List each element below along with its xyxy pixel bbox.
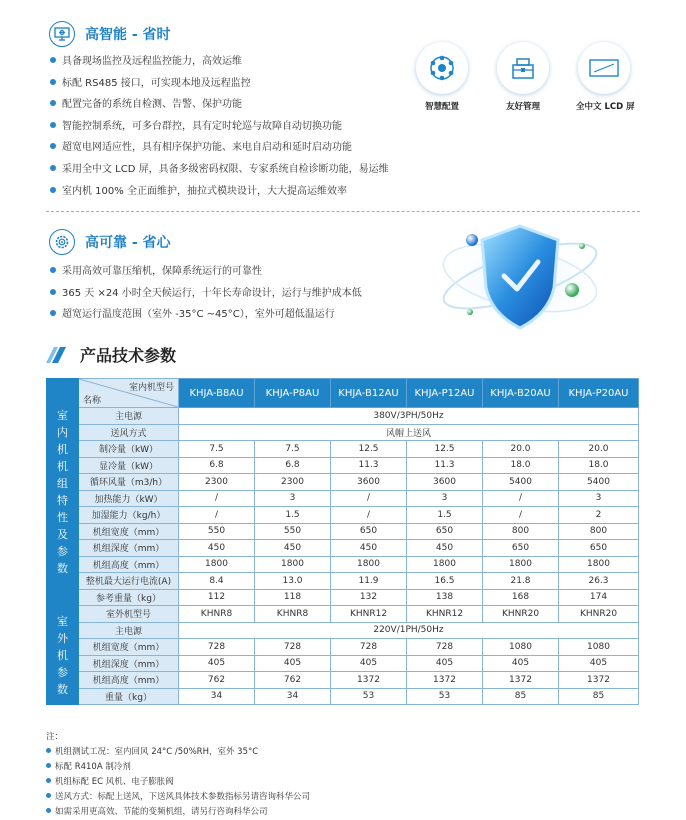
section-title: 高可靠 - 省心 bbox=[85, 235, 171, 251]
row-value: 380V/3PH/50Hz bbox=[179, 408, 639, 425]
table-cell: 1800 bbox=[331, 556, 407, 573]
table-cell: 18.0 bbox=[559, 457, 639, 474]
slash-stripes-icon bbox=[46, 347, 74, 363]
table-cell: 1372 bbox=[483, 672, 559, 689]
note-item: 机组标配 EC 风机、电子膨胀阀 bbox=[46, 775, 310, 790]
table-cell: 1372 bbox=[559, 672, 639, 689]
table-cell: 405 bbox=[331, 655, 407, 672]
table-cell: 118 bbox=[255, 589, 331, 606]
table-cell: 2 bbox=[559, 507, 639, 524]
note-item: 机组测试工况：室内回风 24°C /50%RH，室外 35°C bbox=[46, 745, 310, 760]
table-cell: / bbox=[179, 490, 255, 507]
row-label: 制冷量（kW） bbox=[79, 441, 179, 458]
table-cell: 168 bbox=[483, 589, 559, 606]
row-label: 加湿能力（kg/h） bbox=[79, 507, 179, 524]
table-cell: 2300 bbox=[255, 474, 331, 491]
table-cell: 53 bbox=[407, 688, 483, 705]
row-label: 加热能力（kW） bbox=[79, 490, 179, 507]
table-cell: 3 bbox=[255, 490, 331, 507]
model-header: KHJA-B12AU bbox=[331, 379, 407, 408]
table-cell: 550 bbox=[179, 523, 255, 540]
table-cell: 2300 bbox=[179, 474, 255, 491]
table-cell: 112 bbox=[179, 589, 255, 606]
header-diagonal-cell bbox=[79, 379, 179, 408]
table-cell: 11.9 bbox=[331, 573, 407, 590]
table-cell: 1372 bbox=[407, 672, 483, 689]
table-cell: 34 bbox=[255, 688, 331, 705]
note-item: 标配 R410A 制冷剂 bbox=[46, 760, 310, 775]
table-cell: 650 bbox=[483, 540, 559, 557]
list-item: 标配 RS485 接口，可实现本地及远程监控 bbox=[50, 73, 389, 95]
table-cell: 728 bbox=[255, 639, 331, 656]
table-cell: 728 bbox=[407, 639, 483, 656]
row-label: 循环风量（m3/h） bbox=[79, 474, 179, 491]
table-cell: 1080 bbox=[559, 639, 639, 656]
table-cell: 450 bbox=[179, 540, 255, 557]
list-item: 具备现场监控及远程监控能力，高效运维 bbox=[50, 51, 389, 73]
row-label: 参考重量（kg） bbox=[79, 589, 179, 606]
row-label: 室外机型号 bbox=[79, 606, 179, 623]
table-cell: 3600 bbox=[331, 474, 407, 491]
section-divider bbox=[46, 211, 640, 212]
table-cell: / bbox=[331, 507, 407, 524]
table-cell: 3 bbox=[559, 490, 639, 507]
table-cell: 550 bbox=[255, 523, 331, 540]
row-label: 机组深度（mm） bbox=[79, 655, 179, 672]
friendly-management-icon bbox=[509, 54, 537, 82]
table-cell: 405 bbox=[179, 655, 255, 672]
table-cell: KHNR20 bbox=[559, 606, 639, 623]
row-label: 整机最大运行电流(A) bbox=[79, 573, 179, 590]
table-cell: 405 bbox=[407, 655, 483, 672]
model-header: KHJA-B8AU bbox=[179, 379, 255, 408]
table-cell: 650 bbox=[559, 540, 639, 557]
table-cell: KHNR20 bbox=[483, 606, 559, 623]
section-header-smart bbox=[49, 21, 171, 47]
table-cell: 1080 bbox=[483, 639, 559, 656]
table-cell: / bbox=[483, 490, 559, 507]
table-cell: 1.5 bbox=[407, 507, 483, 524]
table-cell: 1800 bbox=[255, 556, 331, 573]
table-cell: 650 bbox=[331, 523, 407, 540]
table-cell: / bbox=[331, 490, 407, 507]
table-cell: 7.5 bbox=[255, 441, 331, 458]
table-cell: 20.0 bbox=[483, 441, 559, 458]
table-cell: 1.5 bbox=[255, 507, 331, 524]
list-item: 超宽运行温度范围（室外 -35°C ~45°C），室外可超低温运行 bbox=[50, 304, 362, 326]
row-label: 重量（kg） bbox=[79, 688, 179, 705]
model-header: KHJA-P20AU bbox=[559, 379, 639, 408]
param-section-title: 产品技术参数 bbox=[46, 343, 176, 366]
table-cell: KHNR12 bbox=[331, 606, 407, 623]
table-cell: KHNR8 bbox=[179, 606, 255, 623]
row-label: 机组高度（mm） bbox=[79, 556, 179, 573]
feature-friendly-management: 友好管理 bbox=[495, 42, 551, 112]
list-item: 室内机 100% 全正面维护，抽拉式模块设计，大大提高运维效率 bbox=[50, 181, 389, 203]
feature-lcd-screen: 全中文 LCD 屏 bbox=[576, 42, 632, 112]
list-item: 采用全中文 LCD 屏，具备多级密码权限、专家系统自检诊断功能，易运维 bbox=[50, 159, 389, 181]
notes-heading: 注： bbox=[46, 732, 64, 742]
table-cell: 405 bbox=[559, 655, 639, 672]
table-cell: 85 bbox=[483, 688, 559, 705]
table-cell: 138 bbox=[407, 589, 483, 606]
row-label: 送风方式 bbox=[79, 424, 179, 441]
table-cell: 85 bbox=[559, 688, 639, 705]
footnotes bbox=[46, 730, 310, 820]
lcd-screen-icon bbox=[588, 57, 620, 79]
list-item: 采用高效可靠压缩机，保障系统运行的可靠性 bbox=[50, 261, 362, 283]
table-cell: 53 bbox=[331, 688, 407, 705]
table-cell: 1800 bbox=[559, 556, 639, 573]
reliable-bullet-list bbox=[50, 261, 362, 326]
list-item: 超宽电网适应性，具有相序保护功能、来电自启动和延时启动功能 bbox=[50, 137, 389, 159]
table-cell: 5400 bbox=[559, 474, 639, 491]
table-cell: 132 bbox=[331, 589, 407, 606]
table-cell: 450 bbox=[255, 540, 331, 557]
table-cell: 6.8 bbox=[179, 457, 255, 474]
table-cell: 13.0 bbox=[255, 573, 331, 590]
row-label: 机组深度（mm） bbox=[79, 540, 179, 557]
table-cell: 11.3 bbox=[331, 457, 407, 474]
table-cell: / bbox=[179, 507, 255, 524]
table-cell: 34 bbox=[179, 688, 255, 705]
table-cell: 3600 bbox=[407, 474, 483, 491]
table-cell: 800 bbox=[483, 523, 559, 540]
model-header: KHJA-B20AU bbox=[483, 379, 559, 408]
row-label: 机组宽度（mm） bbox=[79, 523, 179, 540]
list-item: 365 天 ×24 小时全天候运行，十年长寿命设计，运行与维护成本低 bbox=[50, 283, 362, 305]
section-title: 高智能 - 省时 bbox=[85, 27, 171, 43]
table-cell: 450 bbox=[331, 540, 407, 557]
table-cell: 6.8 bbox=[255, 457, 331, 474]
table-cell: 1800 bbox=[179, 556, 255, 573]
row-value: 220V/1PH/50Hz bbox=[179, 622, 639, 639]
table-cell: 11.3 bbox=[407, 457, 483, 474]
table-cell: / bbox=[483, 507, 559, 524]
row-label: 显冷量（kW） bbox=[79, 457, 179, 474]
row-label: 主电源 bbox=[79, 408, 179, 425]
feature-smart-config: 智慧配置 bbox=[414, 42, 470, 112]
table-cell: 16.5 bbox=[407, 573, 483, 590]
smart-bullet-list bbox=[50, 51, 389, 202]
table-cell: 7.5 bbox=[179, 441, 255, 458]
table-cell: 450 bbox=[407, 540, 483, 557]
table-cell: 20.0 bbox=[559, 441, 639, 458]
row-label: 机组高度（mm） bbox=[79, 672, 179, 689]
note-item: 送风方式：标配上送风，下送风具体技术参数指标另请咨询科华公司 bbox=[46, 790, 310, 805]
list-item: 配置完备的系统自检测、告警、保护功能 bbox=[50, 94, 389, 116]
shield-illustration bbox=[430, 216, 610, 346]
row-value: 风帽上送风 bbox=[179, 424, 639, 441]
indoor-group-label: 室内机机组特性及参数 bbox=[47, 379, 79, 606]
table-cell: 762 bbox=[255, 672, 331, 689]
table-cell: 8.4 bbox=[179, 573, 255, 590]
table-cell: 762 bbox=[179, 672, 255, 689]
outdoor-group-label: 室外机参数 bbox=[47, 606, 79, 705]
table-cell: 21.8 bbox=[483, 573, 559, 590]
table-cell: 174 bbox=[559, 589, 639, 606]
table-cell: 1800 bbox=[483, 556, 559, 573]
table-cell: 650 bbox=[407, 523, 483, 540]
row-label: 主电源 bbox=[79, 622, 179, 639]
model-header: KHJA-P12AU bbox=[407, 379, 483, 408]
table-cell: 728 bbox=[179, 639, 255, 656]
table-cell: 26.3 bbox=[559, 573, 639, 590]
table-cell: 12.5 bbox=[331, 441, 407, 458]
table-cell: 1372 bbox=[331, 672, 407, 689]
header-model-label: 室内机型号 bbox=[128, 383, 174, 393]
monitor-icon bbox=[49, 21, 75, 47]
table-cell: 12.5 bbox=[407, 441, 483, 458]
table-cell: 800 bbox=[559, 523, 639, 540]
table-cell: 405 bbox=[483, 655, 559, 672]
table-cell: 728 bbox=[331, 639, 407, 656]
table-cell: 18.0 bbox=[483, 457, 559, 474]
header-name-label: 名称 bbox=[83, 396, 102, 406]
note-item: 如需采用更高效、节能的变频机组，请另行咨询科华公司 bbox=[46, 805, 310, 820]
model-header: KHJA-P8AU bbox=[255, 379, 331, 408]
table-cell: KHNR8 bbox=[255, 606, 331, 623]
table-cell: KHNR12 bbox=[407, 606, 483, 623]
list-item: 智能控制系统，可多台群控，具有定时轮巡与故障自动切换功能 bbox=[50, 116, 389, 138]
gear-shield-icon bbox=[49, 229, 75, 255]
table-cell: 3 bbox=[407, 490, 483, 507]
table-cell: 1800 bbox=[407, 556, 483, 573]
section-header-reliable bbox=[49, 229, 171, 255]
spec-table bbox=[46, 378, 639, 705]
table-cell: 5400 bbox=[483, 474, 559, 491]
smart-config-icon bbox=[427, 53, 457, 83]
table-cell: 405 bbox=[255, 655, 331, 672]
row-label: 机组宽度（mm） bbox=[79, 639, 179, 656]
